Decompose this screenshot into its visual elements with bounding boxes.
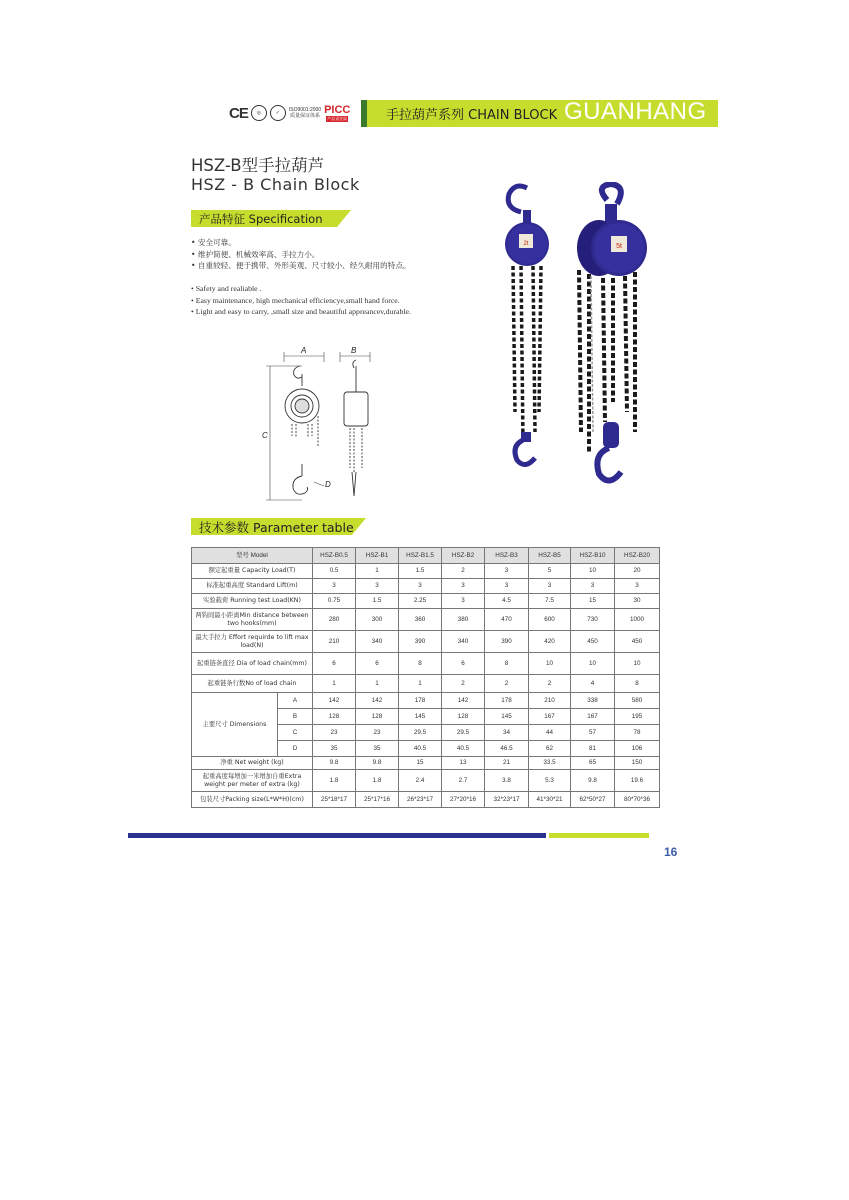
table-cell: 106: [615, 741, 660, 757]
table-cell: 300: [356, 609, 399, 631]
small-block-plate: 2t: [523, 241, 529, 247]
table-cell: 44: [529, 725, 571, 741]
spec-section-heading: [191, 210, 351, 227]
table-cell: 167: [529, 709, 571, 725]
table-cell: 8: [615, 675, 660, 693]
table-cell: 6: [356, 653, 399, 675]
iso-line1: ISO9001:2000: [288, 107, 322, 113]
table-cell: 8: [399, 653, 442, 675]
table-row: [192, 564, 660, 579]
table-cell: 128: [313, 709, 356, 725]
table-cell: 210: [529, 693, 571, 709]
large-block-plate: 5t: [616, 243, 622, 250]
table-row: [192, 609, 660, 631]
table-cell: 450: [571, 631, 615, 653]
dim-label-b: B: [351, 346, 357, 355]
dimension-diagram: [262, 344, 382, 512]
table-cell: 13: [442, 757, 485, 770]
row-label: 额定起重量 Capacity Load(T): [192, 564, 313, 579]
row-label: 起重高度每增加一米增加自重Extra weight per meter of extra (kg): [192, 770, 313, 792]
table-cell: 0.5: [313, 564, 356, 579]
table-cell: 46.5: [485, 741, 529, 757]
spec-heading-text: 产品特征 Specification: [199, 212, 323, 226]
param-section-heading: [191, 518, 366, 535]
table-cell: 150: [615, 757, 660, 770]
table-cell: 0.75: [313, 594, 356, 609]
table-row: [192, 693, 660, 709]
table-row: [192, 757, 660, 770]
model-col: HSZ-B3: [485, 548, 529, 564]
table-cell: 23: [313, 725, 356, 741]
table-cell: 65: [571, 757, 615, 770]
table-row: [192, 653, 660, 675]
table-cell: 20: [615, 564, 660, 579]
table-cell: 142: [313, 693, 356, 709]
table-cell: 62: [529, 741, 571, 757]
row-label: 两钩间最小距离Min distance between two hooks(mm): [192, 609, 313, 631]
model-col: HSZ-B0.5: [313, 548, 356, 564]
table-cell: 62*50*27: [571, 792, 615, 808]
table-cell: 2: [485, 675, 529, 693]
table-cell: 2.25: [399, 594, 442, 609]
feature-en-item: • Light and easy to carry, ,small size and beautiful appreancev,durable.: [191, 306, 411, 318]
dimension-key: A: [278, 693, 313, 709]
large-chain-block: [577, 184, 647, 481]
dim-label-c: C: [262, 431, 268, 440]
table-cell: 1: [313, 675, 356, 693]
picc-badge: [324, 105, 350, 122]
table-cell: 41*30*21: [529, 792, 571, 808]
table-cell: 6: [442, 653, 485, 675]
product-photo: [495, 182, 680, 497]
table-cell: 390: [485, 631, 529, 653]
table-cell: 32*23*17: [485, 792, 529, 808]
table-cell: 34: [485, 725, 529, 741]
certification-logos: [229, 102, 359, 124]
table-cell: 29.5: [399, 725, 442, 741]
table-cell: 3: [442, 579, 485, 594]
table-cell: 10: [571, 564, 615, 579]
table-cell: 1: [399, 675, 442, 693]
table-cell: 1.8: [313, 770, 356, 792]
model-col: HSZ-B1: [356, 548, 399, 564]
table-cell: 280: [313, 609, 356, 631]
brand-name: GUANHANG: [564, 98, 707, 125]
param-heading-text: 技术参数 Parameter table: [199, 520, 354, 535]
table-cell: 730: [571, 609, 615, 631]
model-col: HSZ-B1.5: [399, 548, 442, 564]
table-cell: 21: [485, 757, 529, 770]
table-cell: 340: [356, 631, 399, 653]
page-number: 16: [664, 845, 678, 859]
table-cell: 145: [485, 709, 529, 725]
table-cell: 3: [399, 579, 442, 594]
table-cell: 10: [615, 653, 660, 675]
table-cell: 9.8: [313, 757, 356, 770]
table-cell: 40.5: [399, 741, 442, 757]
table-cell: 57: [571, 725, 615, 741]
table-cell: 78: [615, 725, 660, 741]
iso-line2: 质量保证体系: [289, 113, 320, 119]
table-cell: 128: [442, 709, 485, 725]
table-cell: 2.4: [399, 770, 442, 792]
model-col: HSZ-B5: [529, 548, 571, 564]
feature-en-item: • Safety and realiable .: [191, 283, 411, 295]
table-cell: 210: [313, 631, 356, 653]
table-cell: 7.5: [529, 594, 571, 609]
table-cell: 338: [571, 693, 615, 709]
table-cell: 81: [571, 741, 615, 757]
table-header-row: [192, 548, 660, 564]
dimension-key: B: [278, 709, 313, 725]
table-cell: 5.3: [529, 770, 571, 792]
table-cell: 580: [615, 693, 660, 709]
gs-seal-icon: ✓: [270, 105, 286, 121]
table-cell: 25*17*16: [356, 792, 399, 808]
table-cell: 390: [399, 631, 442, 653]
table-cell: 3: [529, 579, 571, 594]
table-cell: 470: [485, 609, 529, 631]
table-cell: 1.5: [356, 594, 399, 609]
table-cell: 167: [571, 709, 615, 725]
table-cell: 2: [529, 675, 571, 693]
iso-badge: [289, 107, 321, 119]
table-cell: 1.8: [356, 770, 399, 792]
table-cell: 2: [442, 564, 485, 579]
table-cell: 380: [442, 609, 485, 631]
dimension-key: C: [278, 725, 313, 741]
table-cell: 9.8: [356, 757, 399, 770]
table-row: [192, 579, 660, 594]
table-cell: 15: [571, 594, 615, 609]
row-label: 标准起重高度 Standard Lift(m): [192, 579, 313, 594]
table-cell: 142: [356, 693, 399, 709]
table-row: [192, 675, 660, 693]
table-cell: 3: [615, 579, 660, 594]
quality-seal-icon: ◎: [251, 105, 267, 121]
ce-mark: CE: [229, 104, 248, 122]
feature-cn-item: • 安全可靠。: [191, 237, 411, 249]
table-cell: 5: [529, 564, 571, 579]
dimension-key: D: [278, 741, 313, 757]
table-cell: 10: [529, 653, 571, 675]
table-cell: 450: [615, 631, 660, 653]
table-cell: 420: [529, 631, 571, 653]
table-cell: 3: [313, 579, 356, 594]
table-cell: 142: [442, 693, 485, 709]
small-chain-block: [505, 186, 549, 465]
table-row: [192, 792, 660, 808]
table-cell: 600: [529, 609, 571, 631]
header-bar-accent: [361, 100, 367, 127]
table-cell: 3: [571, 579, 615, 594]
front-view-drawing: [285, 366, 319, 494]
table-cell: 35: [313, 741, 356, 757]
parameter-table: [191, 547, 660, 808]
table-cell: 195: [615, 709, 660, 725]
footer-rule-green: [549, 833, 649, 838]
table-cell: 15: [399, 757, 442, 770]
table-cell: 26*23*17: [399, 792, 442, 808]
row-label: 起重链条行数No of load chain: [192, 675, 313, 693]
table-cell: 80*70*36: [615, 792, 660, 808]
table-cell: 3: [485, 579, 529, 594]
table-cell: 33.5: [529, 757, 571, 770]
feature-cn-item: • 自重较轻、便于携带、外形美观、尺寸较小、经久耐用的特点。: [191, 260, 411, 272]
table-cell: 1: [356, 564, 399, 579]
feature-cn-item: • 维护简便、机械效率高、手拉力小。: [191, 249, 411, 261]
table-cell: 3.8: [485, 770, 529, 792]
table-cell: 1000: [615, 609, 660, 631]
table-cell: 4.5: [485, 594, 529, 609]
table-cell: 29.5: [442, 725, 485, 741]
table-cell: 25*18*17: [313, 792, 356, 808]
features-en-list: [191, 283, 411, 318]
table-row: [192, 770, 660, 792]
picc-label: PICC: [324, 103, 351, 116]
feature-en-item: • Easy maintenance, high mechanical efficiencye,small hand force.: [191, 295, 411, 307]
table-cell: 40.5: [442, 741, 485, 757]
table-cell: 340: [442, 631, 485, 653]
dim-label-a: A: [301, 346, 307, 355]
table-cell: 6: [313, 653, 356, 675]
table-cell: 3: [356, 579, 399, 594]
table-cell: 8: [485, 653, 529, 675]
dimensions-label: 主要尺寸 Dimensions: [192, 693, 278, 757]
table-cell: 4: [571, 675, 615, 693]
table-cell: 2.7: [442, 770, 485, 792]
row-label: 实验载荷 Running test Load(KN): [192, 594, 313, 609]
picc-sub: 产品责任险: [327, 115, 348, 121]
row-label: 最大手拉力 Effort requirde to lift max load(N): [192, 631, 313, 653]
features-cn-list: [191, 237, 411, 272]
table-cell: 30: [615, 594, 660, 609]
table-cell: 1: [356, 675, 399, 693]
table-cell: 178: [399, 693, 442, 709]
table-cell: 1.5: [399, 564, 442, 579]
table-cell: 27*20*16: [442, 792, 485, 808]
series-label: 手拉葫芦系列 CHAIN BLOCK: [386, 108, 558, 123]
table-cell: 19.6: [615, 770, 660, 792]
table-cell: 2: [442, 675, 485, 693]
table-cell: 3: [485, 564, 529, 579]
table-row: [192, 631, 660, 653]
model-col: HSZ-B10: [571, 548, 615, 564]
table-cell: 3: [442, 594, 485, 609]
row-label: 净重 Net weight (kg): [192, 757, 313, 770]
model-col: HSZ-B20: [615, 548, 660, 564]
table-row: [192, 594, 660, 609]
table-cell: 128: [356, 709, 399, 725]
row-label: 起重链条直径 Dia of load chain(mm): [192, 653, 313, 675]
table-cell: 23: [356, 725, 399, 741]
table-cell: 9.8: [571, 770, 615, 792]
row-label: 包装尺寸Packing size(L*W*H)(cm): [192, 792, 313, 808]
model-header: 型号 Model: [192, 548, 313, 564]
table-cell: 145: [399, 709, 442, 725]
table-cell: 35: [356, 741, 399, 757]
table-cell: 178: [485, 693, 529, 709]
model-col: HSZ-B2: [442, 548, 485, 564]
side-view-drawing: [344, 360, 368, 496]
dim-label-d: D: [325, 480, 331, 489]
product-title-cn: HSZ-B型手拉葫芦: [191, 156, 325, 175]
product-title-en: HSZ - B Chain Block: [191, 175, 360, 194]
table-cell: 360: [399, 609, 442, 631]
footer-rule-navy: [128, 833, 546, 838]
table-cell: 10: [571, 653, 615, 675]
